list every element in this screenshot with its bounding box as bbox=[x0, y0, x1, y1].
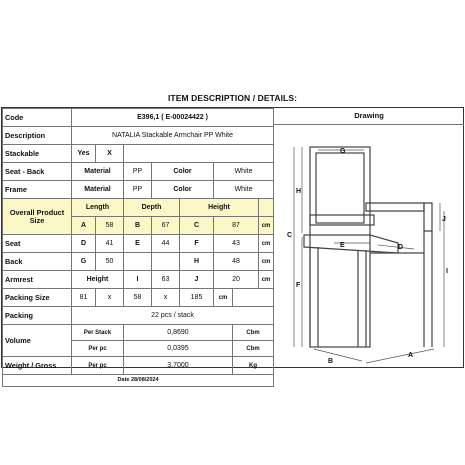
frame-label: Frame bbox=[3, 181, 72, 199]
overall-letter-b: B bbox=[124, 217, 152, 235]
volume-per-stack-unit: Cbm bbox=[233, 325, 274, 341]
back-empty-1 bbox=[124, 253, 152, 271]
label-a: A bbox=[408, 352, 414, 359]
seat-back-color-key: Color bbox=[152, 163, 214, 181]
packing-size-v2: 58 bbox=[124, 289, 152, 307]
frame-material-key: Material bbox=[72, 181, 124, 199]
seat-letter-f: F bbox=[180, 235, 214, 253]
label-c: C bbox=[287, 232, 293, 239]
seat-unit: cm bbox=[259, 235, 274, 253]
armrest-front bbox=[424, 203, 432, 231]
back-letter-h: H bbox=[180, 253, 214, 271]
label-d: D bbox=[398, 244, 404, 251]
weight-per-pc-value: 3,7000 bbox=[124, 357, 233, 375]
length-head: Length bbox=[72, 199, 124, 217]
volume-per-pc-unit: Cbm bbox=[233, 341, 274, 357]
packing-label: Packing bbox=[3, 307, 72, 325]
description-value: NATALIA Stackable Armchair PP White bbox=[72, 127, 274, 145]
volume-per-pc-key: Per pc bbox=[72, 341, 124, 357]
overall-head-empty bbox=[259, 199, 274, 217]
dim-b-line bbox=[314, 349, 362, 361]
armrest-letter-i: I bbox=[124, 271, 152, 289]
front-leg bbox=[424, 231, 432, 347]
backrest-panel bbox=[316, 153, 364, 223]
label-i: I bbox=[446, 268, 448, 275]
weight-label: Weight / Gross bbox=[3, 357, 72, 375]
row-weight bbox=[3, 357, 274, 375]
armrest-right bbox=[366, 203, 424, 211]
stackable-empty bbox=[124, 145, 274, 163]
overall-depth-value: 67 bbox=[152, 217, 180, 235]
row-armrest bbox=[3, 271, 274, 289]
overall-letter-c: C bbox=[180, 217, 214, 235]
row-date bbox=[3, 375, 274, 387]
rear-leg bbox=[310, 247, 318, 347]
seat-letter-e: E bbox=[124, 235, 152, 253]
height-head: Height bbox=[180, 199, 259, 217]
back-unit: cm bbox=[259, 253, 274, 271]
packing-size-empty bbox=[233, 289, 274, 307]
overall-unit: cm bbox=[259, 217, 274, 235]
seat-back-color-value: White bbox=[214, 163, 274, 181]
packing-value: 22 pcs / stack bbox=[72, 307, 274, 325]
spec-table bbox=[2, 108, 274, 387]
armrest-i-value: 63 bbox=[152, 271, 180, 289]
seat-back-label: Seat - Back bbox=[3, 163, 72, 181]
seat-back-material-key: Material bbox=[72, 163, 124, 181]
stackable-label: Stackable bbox=[3, 145, 72, 163]
dim-a-line bbox=[366, 349, 434, 363]
drawing-panel bbox=[273, 108, 464, 367]
row-back bbox=[3, 253, 274, 271]
stackable-value: Yes bbox=[72, 145, 96, 163]
armrest-j-value: 20 bbox=[214, 271, 259, 289]
date-text: Date 28/08/2024 bbox=[3, 375, 274, 387]
volume-per-stack-value: 0,8690 bbox=[124, 325, 233, 341]
label-b: B bbox=[328, 358, 334, 365]
row-volume-stack bbox=[3, 325, 274, 341]
chair-drawing bbox=[274, 125, 464, 367]
label-j: J bbox=[442, 216, 446, 223]
seat-label: Seat bbox=[3, 235, 72, 253]
label-f: F bbox=[296, 282, 301, 289]
sheet-title: ITEM DESCRIPTION / DETAILS: bbox=[167, 93, 298, 103]
volume-per-stack-key: Per Stack bbox=[72, 325, 124, 341]
drawing-title: Drawing bbox=[274, 108, 464, 125]
middle-leg bbox=[358, 250, 366, 347]
frame-material-value: PP bbox=[124, 181, 152, 199]
armrest-height-key: Height bbox=[72, 271, 124, 289]
row-seat bbox=[3, 235, 274, 253]
packing-size-v1: 81 bbox=[72, 289, 96, 307]
row-packing bbox=[3, 307, 274, 325]
overall-length-value: 58 bbox=[96, 217, 124, 235]
row-seat-back bbox=[3, 163, 274, 181]
description-label: Description bbox=[3, 127, 72, 145]
overall-letter-a: A bbox=[72, 217, 96, 235]
armrest-letter-j: J bbox=[180, 271, 214, 289]
seat-d-value: 41 bbox=[96, 235, 124, 253]
dim-d-line bbox=[378, 245, 414, 249]
weight-per-pc-key: Per pc bbox=[72, 357, 124, 375]
overall-size-label: Overall Product Size bbox=[3, 199, 72, 235]
row-stackable bbox=[3, 145, 274, 163]
frame-color-key: Color bbox=[152, 181, 214, 199]
label-g: G bbox=[340, 148, 346, 155]
back-label: Back bbox=[3, 253, 72, 271]
depth-head: Depth bbox=[124, 199, 180, 217]
seat-letter-d: D bbox=[72, 235, 96, 253]
row-frame bbox=[3, 181, 274, 199]
code-label: Code bbox=[3, 109, 72, 127]
seat-f-value: 43 bbox=[214, 235, 259, 253]
volume-label: Volume bbox=[3, 325, 72, 357]
packing-size-x1: x bbox=[96, 289, 124, 307]
label-e: E bbox=[340, 242, 345, 249]
back-h-value: 48 bbox=[214, 253, 259, 271]
row-code bbox=[3, 109, 274, 127]
row-overall-head bbox=[3, 199, 274, 217]
seat-back-material-value: PP bbox=[124, 163, 152, 181]
spec-sheet bbox=[1, 107, 464, 383]
packing-size-unit: cm bbox=[214, 289, 233, 307]
label-h: H bbox=[296, 188, 302, 195]
packing-size-x2: x bbox=[152, 289, 180, 307]
volume-per-pc-value: 0,0395 bbox=[124, 341, 233, 357]
frame-color-value: White bbox=[214, 181, 274, 199]
stackable-mark: X bbox=[96, 145, 124, 163]
back-empty-2 bbox=[152, 253, 180, 271]
packing-size-label: Packing Size bbox=[3, 289, 72, 307]
seat-e-value: 44 bbox=[152, 235, 180, 253]
back-g-value: 50 bbox=[96, 253, 124, 271]
weight-unit: Kg bbox=[233, 357, 274, 375]
overall-height-value: 87 bbox=[214, 217, 259, 235]
back-letter-g: G bbox=[72, 253, 96, 271]
row-description bbox=[3, 127, 274, 145]
armrest-unit: cm bbox=[259, 271, 274, 289]
row-packing-size bbox=[3, 289, 274, 307]
packing-size-v3: 185 bbox=[180, 289, 214, 307]
armrest-label: Armrest bbox=[3, 271, 72, 289]
code-value: E396,1 ( E-00024422 ) bbox=[72, 109, 274, 127]
